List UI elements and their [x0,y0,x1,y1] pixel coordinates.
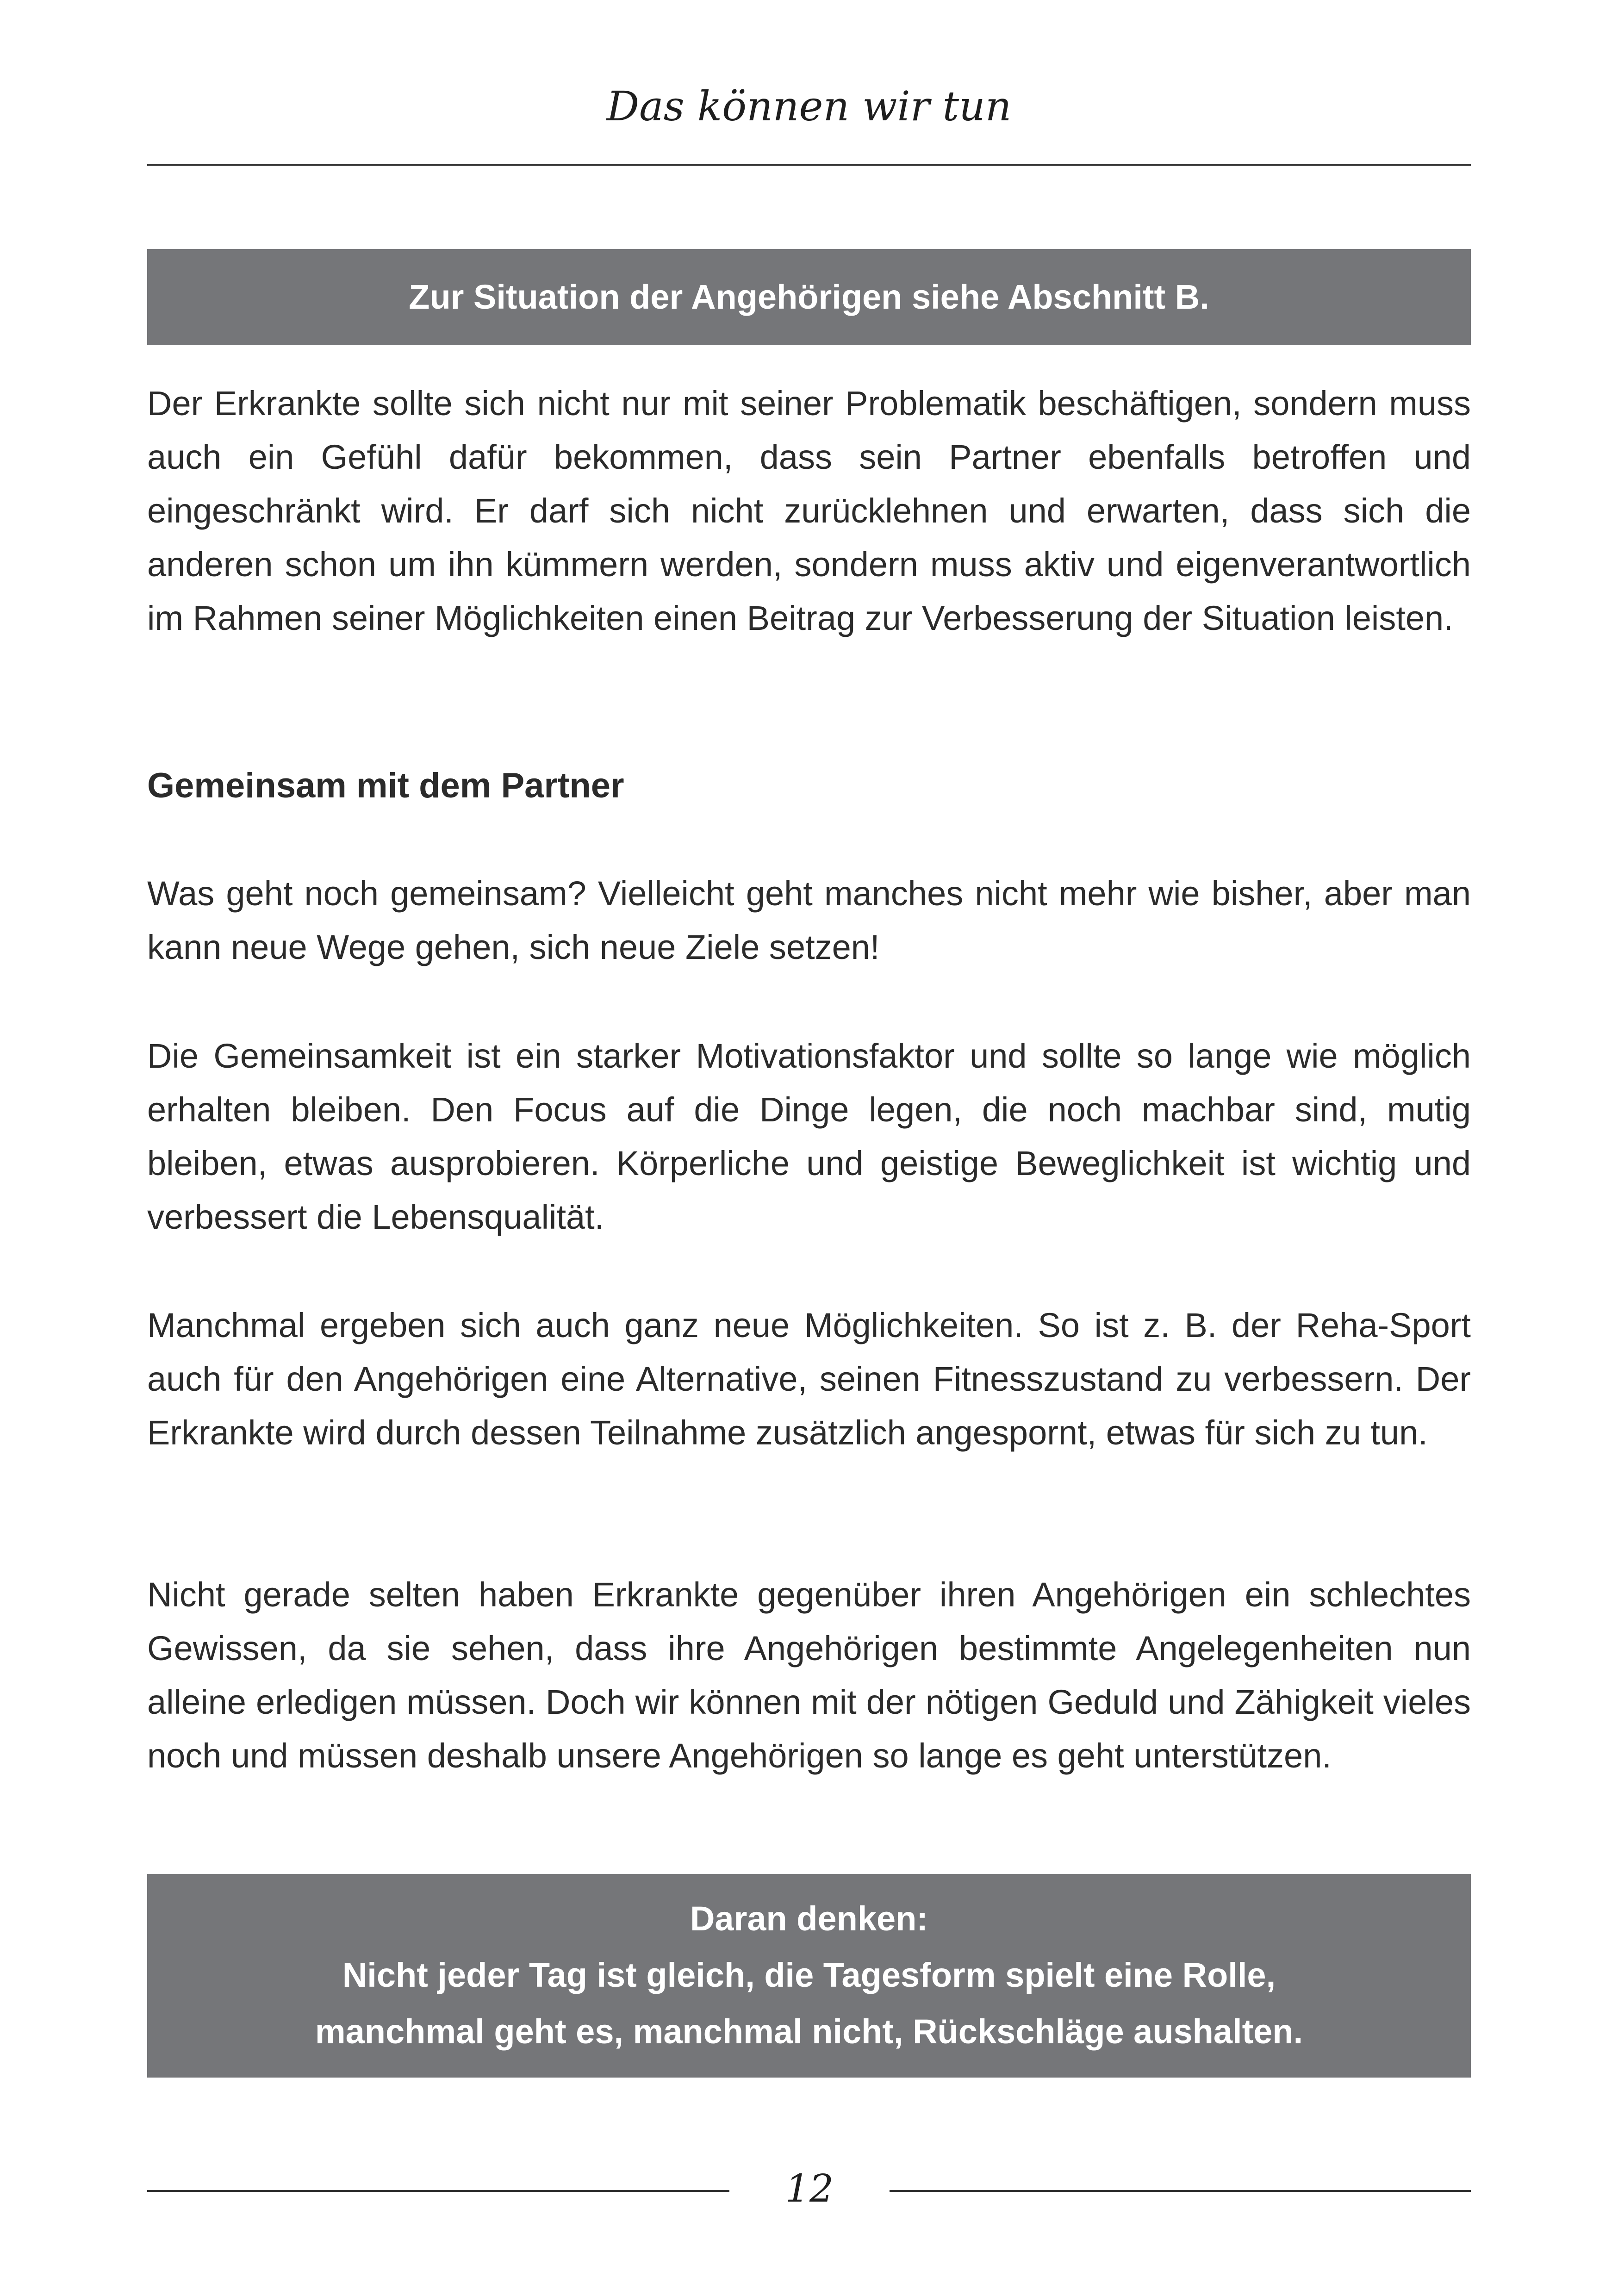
reminder-line-2: manchmal geht es, manchmal nicht, Rückschläge aushalten. [315,2012,1303,2051]
paragraph-2: Was geht noch gemeinsam? Vielleicht geht manches nicht mehr wie bisher, aber man kann neue Wege gehen, sich neue Ziele setzen! [147,874,1471,966]
page-number: 12 [785,2167,834,2211]
header-divider [147,164,1471,166]
callout-box-top: Zur Situation der Angehörigen siehe Abschnitt B. [147,249,1471,345]
footer-divider-left [147,2190,729,2192]
footer-divider-right [890,2190,1471,2192]
section-subheading: Gemeinsam mit dem Partner [147,766,624,805]
running-header-title: Das können wir tun [606,82,1012,130]
paragraph-4: Manchmal ergeben sich auch ganz neue Möglichkeiten. So ist z. B. der Reha-Sport auch für den Angehörigen eine Alternative, seinen Fitnesszustand zu verbessern. Der Erkrankte wird durch dessen Teilnahme zusätzlich angespornt, etwas für sich zu tun. [147,1306,1471,1452]
reminder-heading: Daran denken: [690,1899,928,1938]
paragraph-5: Nicht gerade selten haben Erkrankte gegenüber ihren Angehörigen ein schlechtes Gewissen, da sie sehen, dass ihre Angehörigen bestimmte Angelegenheiten nun alleine erledigen müssen. Doch wir können mit der nötigen Geduld und Zähigkeit vieles noch und müssen deshalb unsere Angehörigen so lange es geht unterstützen. [147,1575,1471,1775]
paragraph-3: Die Gemeinsamkeit ist ein starker Motivationsfaktor und sollte so lange wie möglich erhalten bleiben. Den Focus auf die Dinge legen, die noch machbar sind, mutig bleiben, etwas ausprobieren. Körperliche und geistige Beweglichkeit ist wichtig und verbessert die Lebensqualität. [147,1037,1471,1236]
reminder-line-1: Nicht jeder Tag ist gleich, die Tagesform spielt eine Rolle, [342,1956,1276,1994]
paragraph-1: Der Erkrankte sollte sich nicht nur mit seiner Problematik beschäftigen, sondern muss auch ein Gefühl dafür bekommen, dass sein Partner ebenfalls betroffen und eingeschränkt wird. Er darf sich nicht zurücklehnen und erwarten, dass sich die anderen schon um ihn kümmern werden, sondern muss aktiv und eigenverantwortlich im Rahmen seiner Möglichkeiten einen Beitrag zur Verbesserung der Situation leisten. [147,384,1471,637]
callout-box-reminder [147,1874,1471,2078]
